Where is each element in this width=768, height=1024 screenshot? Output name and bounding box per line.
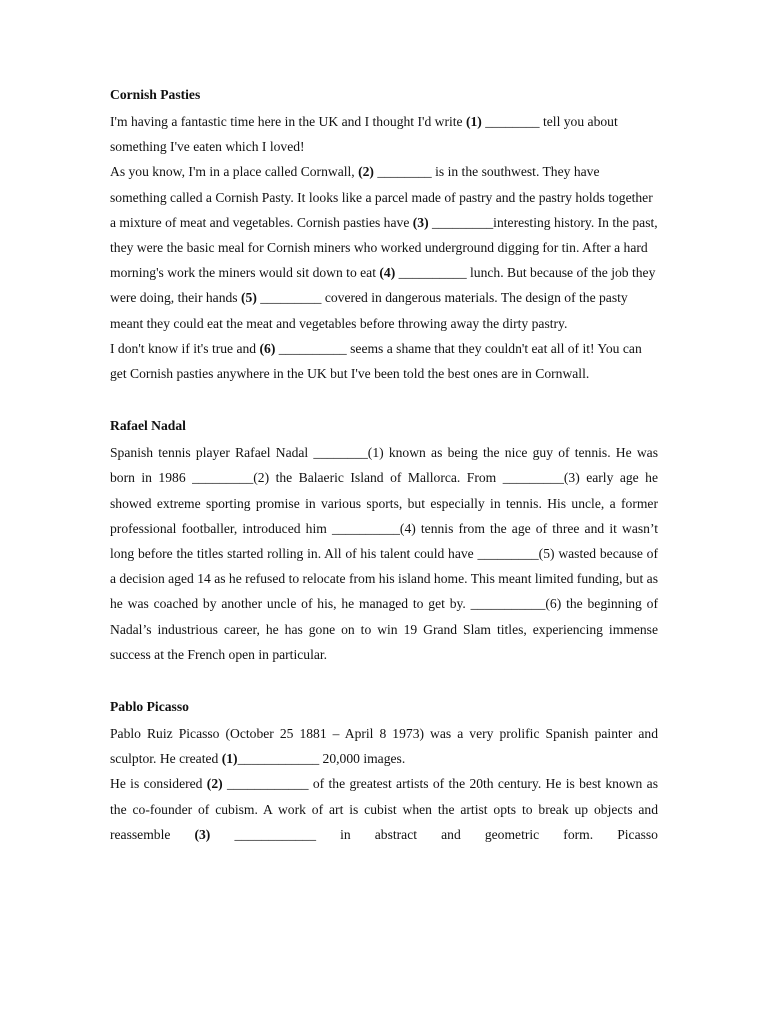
text-run: As you know, I'm in a place called Cornwall,	[110, 164, 359, 180]
blank-number: (3)	[412, 214, 429, 230]
section-title: Rafael Nadal	[110, 418, 186, 434]
text-run: ________ tell you about something I've eaten which I loved!	[110, 114, 618, 155]
paragraph	[110, 771, 658, 847]
text-run: _________interesting history. In the past, they were the basic meal for Cornish miners who worked underground digging for tin. After a hard morning's work the miners would sit down to eat	[110, 214, 658, 281]
text-run: He is considered	[110, 776, 207, 792]
text-run: I'm having a fantastic time here in the UK and I thought I'd write	[110, 114, 466, 129]
text-run: __________ lunch. But because of the job they were doing, their hands	[110, 265, 656, 306]
text-run: ________ is in the southwest. They have something called a Cornish Pasty. It looks like a parcel made of pastry and the pastry holds together a mixture of meat and vegetables. Cornish pasties have	[110, 164, 653, 230]
paragraph	[110, 440, 658, 667]
text-run: I don't know if it's true and	[110, 340, 260, 356]
paragraph	[110, 159, 658, 335]
text-run: ____________ 20,000 images.	[237, 751, 406, 767]
blank-number: (6)	[259, 340, 276, 356]
blank-number: (2)	[358, 164, 374, 180]
blank-number: (5)	[241, 290, 257, 306]
section-cornish-pasties	[110, 80, 658, 386]
section-pablo-picasso	[110, 692, 658, 847]
section-title: Pablo Picasso	[110, 699, 189, 715]
document-page	[110, 80, 658, 847]
paragraph	[110, 721, 658, 771]
section-title: Cornish Pasties	[110, 87, 201, 102]
blank-number: (2)	[206, 776, 223, 792]
text-run: ____________ in abstract and geometric form. Picasso	[210, 826, 658, 842]
text-run: ____________ of the greatest artists of the 20th century. He is best known as the co-founder of cubism. A work of art is cubist when the artist opts to break up objects and reassemble	[110, 776, 658, 842]
paragraph	[110, 109, 658, 159]
section-rafael-nadal	[110, 411, 658, 667]
blank-number: (4)	[379, 265, 396, 281]
paragraph	[110, 336, 658, 386]
blank-number: (3)	[194, 826, 211, 842]
text-run: Pablo Ruiz Picasso (October 25 1881 – April 8 1973) was a very prolific Spanish painter and sculptor. He created	[110, 726, 658, 767]
text-run: _________ covered in dangerous materials. The design of the pasty meant they could eat the meat and vegetables before throwing away the dirty pastry.	[110, 290, 628, 331]
text-run: __________ seems a shame that they couldn't eat all of it! You can get Cornish pasties anywhere in the UK but I've been told the best ones are in Cornwall.	[110, 340, 642, 382]
text-run: Spanish tennis player Rafael Nadal ________(1) known as being the nice guy of tennis. He was born in 1986 _________(2) the Balaeric Island of Mallorca. From _________(3) early age he showed extreme sporting promise in various sports, but especially in tennis. His uncle, a former professional footballer, introduced him __________(4) tennis from the age of three and it wasn’t long before the titles started rolling in. All of his talent could have _________(5) wasted because of a decision aged 14 as he refused to relocate from his island home. This meant limited funding, but as he was coached by another uncle of his, he managed to get by. ___________(6) the beginning of Nadal’s industrious career, he has gone on to win 19 Grand Slam titles, experiencing immense success at the French open in particular.	[110, 445, 658, 662]
blank-number: (1)	[221, 751, 238, 767]
blank-number: (1)	[465, 114, 482, 129]
